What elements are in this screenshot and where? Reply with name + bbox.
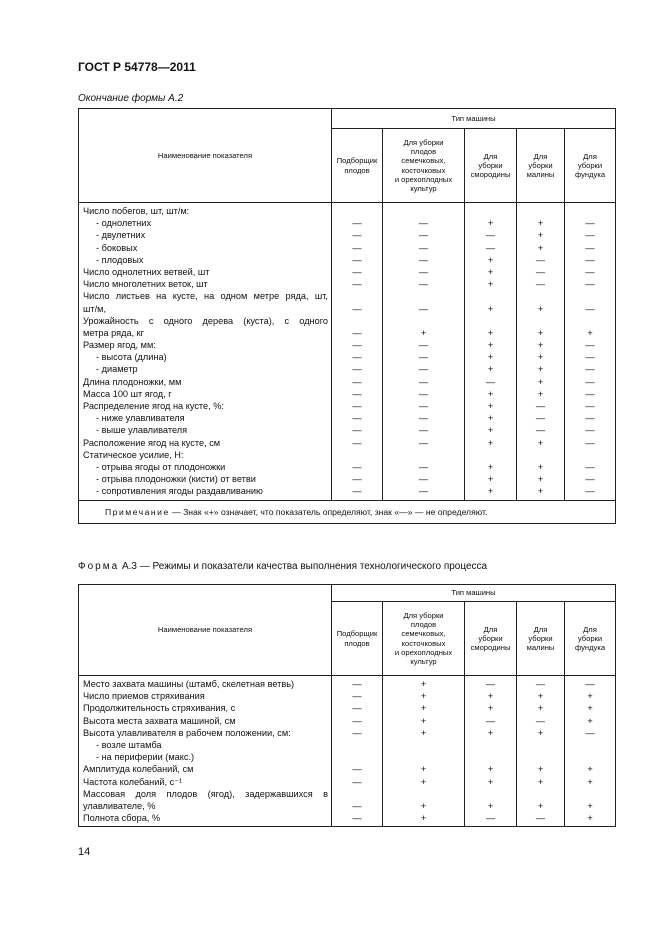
mark-cell [517,449,564,461]
mark-cell: — [585,486,595,497]
mark-cell: — [535,813,546,824]
mark-cell: — [352,401,362,411]
mark-cell: + [537,486,544,497]
mark-cell: — [352,425,362,436]
mark-cell: — [352,279,362,290]
mark-cell: — [418,303,429,314]
mark-cell: + [487,401,494,411]
mark-cell: — [352,486,362,497]
mark-cell: + [487,327,494,338]
indicator-label: Размер ягод, мм: [83,340,156,351]
mark-cell: — [352,703,362,714]
mark-cell: — [485,715,496,726]
col-currant-values [465,203,517,501]
header-line: уборки [528,160,553,170]
mark-cell: + [587,764,593,775]
mark-cell: — [418,230,429,241]
mark-cell: + [420,776,427,787]
mark-cell [465,449,516,461]
col-fruit-values [383,676,465,827]
mark-cell: + [537,474,544,485]
mark-cell: + [587,776,593,787]
mark-cell: + [487,388,494,399]
mark-cell: — [585,254,595,265]
mark-cell [465,315,516,327]
mark-cell: — [585,679,595,689]
mark-cell: — [418,486,429,497]
header-line: смородины [470,643,511,653]
header-line: культур [410,184,437,193]
mark-cell [383,205,464,217]
mark-cell: + [420,813,427,824]
mark-cell: — [352,437,362,448]
page-number: 14 [78,846,91,858]
mark-cell [517,739,564,751]
header-line: косточковых [401,165,446,175]
header-line: уборки [478,633,503,643]
indicator-label: - сопротивления ягоды раздавливанию [96,486,263,497]
table1 [78,108,616,524]
header-line: Для уборки [403,610,444,620]
indicator-label: Масса 100 шт ягод, г [83,388,172,399]
mark-cell: + [420,727,427,738]
mark-cell: — [418,437,429,448]
mark-cell: — [418,401,429,411]
mark-cell: — [418,425,429,436]
indicator-label: - высота (длина) [96,352,167,363]
column-header-1 [383,602,465,676]
mark-cell [565,449,615,461]
mark-cell [332,739,382,751]
header-line: косточковых [401,638,446,648]
mark-cell: — [485,230,496,241]
table2-caption [78,561,487,572]
mark-cell: — [535,715,546,726]
name-column-header: Наименование показателя [79,585,332,676]
mark-cell: — [352,352,362,363]
mark-cell: + [487,486,494,497]
mark-cell: + [537,437,544,448]
header-line: уборки [478,160,503,170]
indicator-label: - выше улавливателя [96,425,188,436]
indicator-label: - отрыва ягоды от плодоножки [96,461,226,472]
mark-cell: + [537,364,544,375]
indicator-label: улавливателе, % [83,800,156,811]
header-line: плодов [410,147,437,156]
mark-cell: — [585,230,595,241]
mark-cell: + [487,691,494,702]
mark-cell: + [487,425,494,436]
column-header-1 [383,129,465,203]
mark-cell: + [537,242,544,253]
indicator-label: - на периферии (макс.) [96,752,195,763]
mark-cell: — [585,218,595,229]
mark-cell: + [420,715,427,726]
indicator-label: Число листьев на кусте, на одном метре ряда, шт, [83,291,328,302]
indicator-label: Статическое усилие, Н: [83,449,184,460]
mark-cell: — [535,266,546,277]
header-line: Для [583,624,597,634]
mark-cell: + [537,376,544,387]
note-label: Примечание [105,506,170,517]
header-line: семечковых, [401,156,446,166]
mark-cell [565,788,615,800]
mark-cell: + [537,303,544,314]
mark-cell [465,205,516,217]
header-line: Подборщик [336,629,378,639]
indicator-label: - возле штамба [96,739,162,750]
mark-cell: — [352,727,362,738]
indicator-label: - ниже улавливателя [96,413,185,424]
mark-cell: — [352,218,362,229]
mark-cell [465,290,516,302]
mark-cell: — [535,425,546,436]
mark-cell [383,788,464,800]
mark-cell: — [535,254,546,265]
mark-cell: + [420,679,427,689]
header-line: плодов [344,638,370,648]
header-line: Для [533,624,548,634]
mark-cell: + [487,800,494,811]
mark-cell: — [418,364,429,375]
mark-cell: — [585,425,595,436]
col-picker-values [332,676,383,827]
mark-cell: — [352,813,362,824]
note-text: — Знак «+» означает, что показатель определяют, знак «—» — не определяют. [169,506,488,517]
mark-cell [565,739,615,751]
mark-cell [465,788,516,800]
mark-cell: + [487,474,494,485]
mark-cell: — [352,413,362,424]
mark-cell: — [352,715,362,726]
mark-cell [465,739,516,751]
mark-cell: + [487,340,494,351]
header-line: уборки [577,160,603,170]
mark-cell: — [585,388,595,399]
mark-cell: — [352,800,362,811]
mark-cell: — [352,364,362,375]
mark-cell: — [585,727,595,738]
mark-cell: + [487,461,494,472]
mark-cell: + [487,727,494,738]
mark-cell: — [585,401,595,411]
column-header-0 [332,602,383,676]
mark-cell: — [585,266,595,277]
caption-prefix: Форма [78,561,120,572]
mark-cell [565,290,615,302]
mark-cell: — [352,776,362,787]
mark-cell: — [352,230,362,241]
indicator-label: - боковых [96,242,138,253]
table2 [78,584,616,827]
header-line: и орехоплодных [394,647,453,657]
mark-cell [517,205,564,217]
mark-cell: — [352,254,362,265]
mark-cell [332,315,382,327]
mark-cell: — [418,376,429,387]
mark-cell: — [485,242,496,253]
mark-cell: — [585,303,595,314]
mark-cell [517,751,564,763]
caption-text: А.3 — Режимы и показатели качества выполнения технологического процесса [119,561,488,572]
mark-cell: + [420,764,427,775]
header-line: смородины [470,170,511,180]
column-header-4 [565,602,616,676]
mark-cell: + [587,691,593,702]
mark-cell: + [420,800,427,811]
indicator-names [79,676,332,827]
name-column-header: Наименование показателя [79,109,332,203]
mark-cell [332,449,382,461]
machine-type-header: Тип машины [332,585,616,602]
header-line: плодов [344,165,370,175]
indicator-label: Частота колебаний, с⁻¹ [83,776,183,787]
mark-cell: — [585,364,595,375]
indicator-label: Число приемов стряхивания [83,691,205,702]
mark-cell: — [352,266,362,277]
mark-cell: — [352,388,362,399]
mark-cell: — [418,474,429,485]
indicator-label: - плодовых [96,254,144,265]
mark-cell: + [487,279,494,290]
mark-cell: — [585,474,595,485]
indicator-label: Полнота сбора, % [83,813,161,824]
mark-cell: — [485,813,496,824]
indicator-label: Высота улавливателя в рабочем положении, см: [83,727,291,738]
mark-cell: — [352,376,362,387]
mark-cell [383,751,464,763]
indicator-label: Расположение ягод на кусте, см [83,437,221,448]
mark-cell: + [487,364,494,375]
mark-cell: + [487,352,494,363]
column-header-0 [332,129,383,203]
mark-cell: — [485,679,496,689]
column-header-3 [517,129,565,203]
mark-cell: — [535,279,546,290]
mark-cell: — [485,376,496,387]
header-line: семечковых, [401,629,446,639]
table1-caption: Окончание формы А.2 [78,93,184,104]
column-header-4 [565,129,616,203]
mark-cell: + [587,715,593,726]
mark-cell [332,205,382,217]
mark-cell: + [537,800,544,811]
mark-cell: + [487,776,494,787]
col-hazelnut-values [565,676,616,827]
col-picker-values [332,203,383,501]
header-line: малины [526,170,555,180]
mark-cell: + [420,691,427,702]
mark-cell: + [537,461,544,472]
mark-cell: — [585,340,595,351]
mark-cell: — [418,461,429,472]
column-header-2 [465,129,517,203]
indicator-label: Число однолетних ветвей, шт [83,266,210,277]
mark-cell: — [585,242,595,253]
mark-cell: + [587,327,593,338]
indicator-label: шт/м, [83,303,107,314]
mark-cell: + [537,764,544,775]
mark-cell: + [487,254,494,265]
header-line: плодов [410,620,437,629]
mark-cell [517,788,564,800]
mark-cell: + [537,727,544,738]
mark-cell: + [587,813,593,824]
header-line: Для [533,151,548,161]
header-line: Для [583,151,597,161]
mark-cell: — [418,352,429,363]
header-line: культур [410,657,437,666]
mark-cell: + [537,230,544,241]
mark-cell [565,315,615,327]
indicator-label: Урожайность с одного дерева (куста), с одного [83,315,328,326]
mark-cell [383,290,464,302]
header-line: уборки [528,633,553,643]
mark-cell: — [585,352,595,363]
indicator-label: Длина плодоножки, мм [83,376,182,387]
header-line: Подборщик [336,156,378,166]
document-code: ГОСТ Р 54778—2011 [78,60,196,74]
mark-cell: + [537,327,544,338]
mark-cell: + [487,764,494,775]
mark-cell: + [420,703,427,714]
mark-cell [383,449,464,461]
mark-cell: — [352,764,362,775]
indicator-label: Амплитуда колебаний, см [83,764,194,775]
mark-cell: + [537,340,544,351]
indicator-label: - однолетних [96,218,152,229]
indicator-label: Место захвата машины (штамб, скелетная ветвь) [83,679,295,689]
header-line: Для [483,624,498,634]
mark-cell: + [487,218,494,229]
mark-cell: + [537,703,544,714]
indicator-label: - диаметр [96,364,138,375]
indicator-label: - двулетних [96,230,146,241]
indicator-label: метра ряда, кг [83,327,145,338]
mark-cell: — [352,474,362,485]
indicator-label: Число побегов, шт, шт/м: [83,206,190,216]
mark-cell: — [352,679,362,689]
mark-cell: — [352,340,362,351]
header-line: Для [483,151,498,161]
mark-cell: — [352,691,362,702]
mark-cell: — [418,413,429,424]
mark-cell: — [352,242,362,253]
mark-cell: — [418,388,429,399]
mark-cell [383,315,464,327]
mark-cell: + [537,218,544,229]
mark-cell: — [585,413,595,424]
mark-cell: — [585,461,595,472]
mark-cell: + [487,437,494,448]
indicator-label: Высота места захвата машиной, см [83,715,236,726]
mark-cell: + [487,266,494,277]
mark-cell: — [585,376,595,387]
mark-cell: + [537,352,544,363]
mark-cell: — [418,218,429,229]
mark-cell [565,205,615,217]
indicator-label: Число многолетних веток, шт [83,279,208,290]
column-header-2 [465,602,517,676]
mark-cell [465,751,516,763]
mark-cell: — [535,401,546,411]
mark-cell: + [537,388,544,399]
mark-cell: — [585,279,595,290]
col-raspberry-values [517,676,565,827]
mark-cell: + [487,413,494,424]
mark-cell: — [585,437,595,448]
column-header-3 [517,602,565,676]
mark-cell: — [418,266,429,277]
mark-cell [383,739,464,751]
col-hazelnut-values [565,203,616,501]
mark-cell: + [420,327,427,338]
mark-cell: — [535,413,546,424]
mark-cell: + [587,800,593,811]
mark-cell: + [487,303,494,314]
indicator-label: Продолжительность стряхивания, с [83,703,236,714]
mark-cell: — [418,340,429,351]
mark-cell: + [487,703,494,714]
mark-cell: — [352,303,362,314]
col-fruit-values [383,203,465,501]
mark-cell [332,751,382,763]
mark-cell: — [352,327,362,338]
col-raspberry-values [517,203,565,501]
indicator-label: - отрыва плодоножки (кисти) от ветви [96,474,256,485]
mark-cell: — [535,679,546,689]
mark-cell: — [352,461,362,472]
mark-cell [332,290,382,302]
indicator-names [79,203,332,501]
header-line: малины [526,643,555,653]
mark-cell: — [418,254,429,265]
mark-cell [565,751,615,763]
mark-cell: — [418,279,429,290]
indicator-label: Распределение ягод на кусте, %: [83,401,224,411]
header-line: фундука [574,643,606,653]
mark-cell: + [537,776,544,787]
header-line: фундука [574,170,606,180]
mark-cell: + [537,691,544,702]
mark-cell [517,290,564,302]
header-line: и орехоплодных [394,174,453,184]
indicator-label: Массовая доля плодов (ягод), задержавшихся в [83,788,328,799]
mark-cell [517,315,564,327]
machine-type-header: Тип машины [332,109,616,129]
mark-cell [332,788,382,800]
table-note [79,500,616,523]
header-line: Для уборки [403,137,444,147]
mark-cell: — [418,242,429,253]
mark-cell: + [587,703,593,714]
header-line: уборки [577,633,603,643]
col-currant-values [465,676,517,827]
